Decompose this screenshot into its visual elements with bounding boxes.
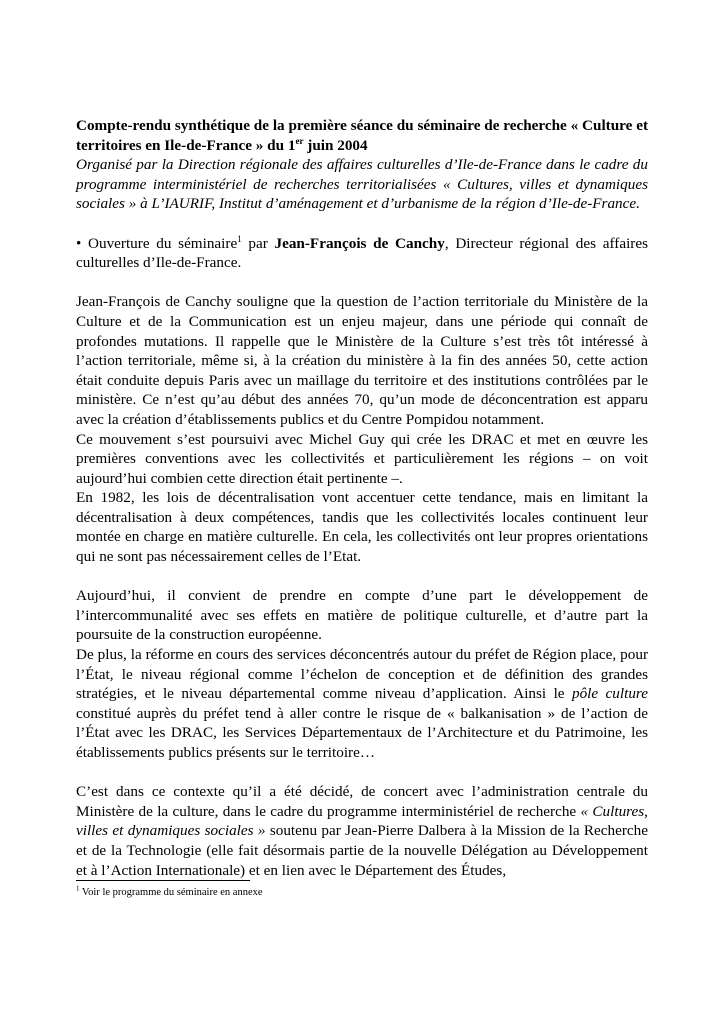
spacer xyxy=(76,214,648,234)
body-paragraph-5 xyxy=(76,645,648,763)
title-line-2-text: « Culture et territoires en Ile-de-France » du 1 xyxy=(76,117,649,154)
document-subtitle: Organisé par la Direction régionale des affaires culturelles d’Ile-de-France dans le cadre du programme interministériel de recherches territorialisées « Cultures, villes et dynamiques sociales » à L’IAURIF, Institut d’aménagement et d’urbanisme de la région d’Ile-de-France. xyxy=(76,156,648,213)
body-paragraph-2: Ce mouvement s’est poursuivi avec Michel Guy qui crée les DRAC et met en œuvre les premières conventions avec les collectivités et particulièrement les régions – on voit aujourd’hui combien cette direction était pertinente –. xyxy=(76,430,648,487)
body-paragraph-6-continuation: soutenu par Jean-Pierre Dalbera à la Mission de la Recherche et de la Technologie (elle fait désormais partie de la nouvelle Délégation au Développement et à l’Action Internationale) et en lien avec le Département des Études, xyxy=(76,822,648,879)
spacer xyxy=(76,567,648,587)
footnote-number: 1 xyxy=(76,884,80,893)
body-paragraph-5-continuation: constitué auprès du préfet tend à aller contre le risque de « balkanisation » de l’action de l’État avec les DRAC, les Services Départementaux de l’Architecture et du Patrimoine, les établissements publics présents sur le territoire… xyxy=(76,704,648,761)
spacer xyxy=(76,763,648,783)
title-ordinal-superscript: er xyxy=(295,135,304,146)
document-body xyxy=(76,116,648,880)
footnote-reference[interactable]: 1 xyxy=(237,233,242,244)
opening-bullet-text: • Ouverture du séminaire xyxy=(76,234,238,252)
footnote xyxy=(76,886,648,899)
body-paragraph-3: En 1982, les lois de décentralisation vont accentuer cette tendance, mais en limitant la décentralisation à deux compétences, tandis que les collectivités locales continuent leur montée en charge en matière culturelle. En cela, les collectivités ont leur propres orientations qui ne sont pas nécessairement celles de l’Etat. xyxy=(76,489,648,566)
speaker-role: , Directeur régional des affaires culturelles d’Ile-de-France. xyxy=(76,234,648,272)
opening-paragraph xyxy=(76,234,648,273)
body-paragraph-6-text: C’est dans ce contexte qu’il a été décidé, de concert avec l’administration centrale du Ministère de la culture, dans le cadre du programme interministériel de recherche xyxy=(76,783,648,820)
title-date-text: juin 2004 xyxy=(303,136,368,154)
body-paragraph-5-text: De plus, la réforme en cours des services déconcentrés autour du préfet de Région place, pour l’État, le niveau régional comme l’échelon de conception et de définition des grandes stratégies, et le niveau départemental comme niveau d’application. Ainsi le xyxy=(76,646,648,703)
body-paragraph-6 xyxy=(76,782,648,880)
spacer xyxy=(76,273,648,293)
opening-by-text: par xyxy=(241,234,275,252)
footnote-separator xyxy=(76,880,250,881)
speaker-name: Jean-François de Canchy xyxy=(274,234,445,252)
footnote-text: Voir le programme du séminaire en annexe xyxy=(79,887,263,898)
pole-culture-italic: pôle culture xyxy=(571,685,648,703)
document-title xyxy=(76,116,648,155)
program-title-italic: « Cultures, villes et dynamiques sociales » xyxy=(76,802,648,840)
title-line-1: Compte-rendu synthétique de la première séance du séminaire de recherche xyxy=(76,117,567,134)
body-paragraph-4: Aujourd’hui, il convient de prendre en compte d’une part le développement de l’intercommunalité avec ses effets en matière de politique culturelle, et d’autre part la poursuite de la construction européenne. xyxy=(76,587,648,644)
body-paragraph-1: Jean-François de Canchy souligne que la question de l’action territoriale du Ministère de la Culture et de la Communication est un enjeu majeur, dans une période qui connaît de profondes mutations. Il rappelle que le Ministère de la Culture s’est très tôt intéressé à l’action territoriale, même si, à la création du ministère à la fin des années 50, cette action était conduite depuis Paris avec un maillage du territoire et des institutions contrôlées par le ministère. Ce n’est qu’au début des années 70, qu’un mode de déconcentration est apparu avec la création d’établissements publics et du Centre Pompidou notamment. xyxy=(76,293,648,428)
